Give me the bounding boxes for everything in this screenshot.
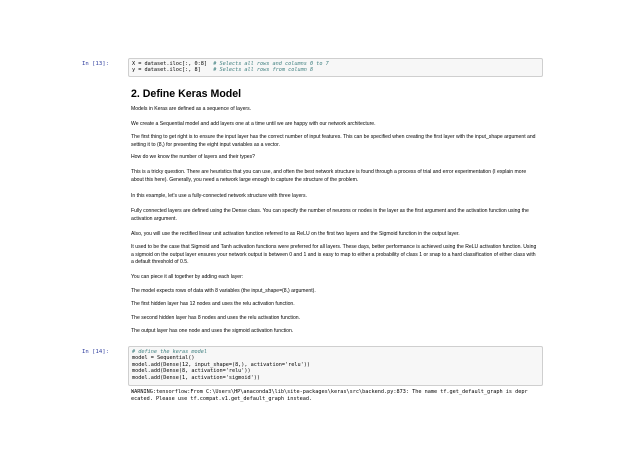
paragraph: This is a tricky question. There are heuristics that you can use, and often the best network structure is found through a process of trial and error experimentation (I explain more about this here). Generally, you need a network large enough to capture the structure of the problem.	[131, 169, 527, 183]
section-heading: 2. Define Keras Model	[131, 88, 242, 100]
code-line: y = dataset.iloc[:, 8] # Selects all rows from column 8	[132, 67, 314, 74]
paragraph: You can piece it all together by adding each layer:	[131, 274, 244, 280]
code-input[interactable]	[128, 58, 543, 77]
code-line: # define the keras model	[132, 349, 207, 355]
markdown-cell[interactable]	[131, 88, 539, 338]
cell-prompt: In [14]:	[82, 349, 109, 355]
paragraph: In this example, let's use a fully-connected network structure with three layers.	[131, 193, 307, 199]
paragraph: Also, you will use the rectified linear unit activation function referred to as ReLU on the first two layers and the Sigmoid function in the output layer.	[131, 231, 460, 237]
paragraph: The first hidden layer has 12 nodes and uses the relu activation function.	[131, 301, 295, 307]
paragraph: How do we know the number of layers and their types?	[131, 154, 256, 160]
output-line: WARNING:tensorflow:From C:\Users\HP\anaconda3\lib\site-packages\keras\src\backend.py:873: The name tf.get_default_graph is depr	[131, 389, 528, 395]
paragraph: Fully connected layers are defined using the Dense class. You can specify the number of neurons or nodes in the layer as the first argument and the activation function using the activation argument.	[131, 208, 529, 222]
output-line: ecated. Please use tf.compat.v1.get_default_graph instead.	[131, 396, 313, 402]
code-line: model.add(Dense(12, input_shape=(8,), activation='relu'))	[132, 361, 311, 368]
code-line: model.add(Dense(8, activation='relu'))	[132, 368, 251, 375]
cell-output	[131, 389, 541, 403]
paragraph: Models in Keras are defined as a sequence of layers.	[131, 106, 252, 112]
paragraph: We create a Sequential model and add layers one at a time until we are happy with our network architecture.	[131, 121, 376, 127]
code-block	[129, 59, 542, 76]
paragraph: It used to be the case that Sigmoid and Tanh activation functions were preferred for all layers. These days, better performance is achieved using the ReLU activation function. Using a sigmoid on the output layer ensures your network output is between 0 and 1 and is easy to map to either a probability of class 1 or snap to a hard classification of either class with a default threshold of 0.5.	[131, 244, 537, 266]
paragraph: The model expects rows of data with 8 variables (the input_shape=(8,) argument).	[131, 288, 316, 294]
cell-prompt: In [13]:	[82, 61, 109, 67]
code-block	[129, 347, 542, 383]
paragraph: The second hidden layer has 8 nodes and uses the relu activation function.	[131, 315, 301, 321]
code-line: X = dataset.iloc[:, 0:8] # Selects all rows and columns 0 to 7	[132, 61, 329, 67]
code-line: model.add(Dense(1, activation='sigmoid'))	[132, 374, 261, 381]
paragraph: The first thing to get right is to ensure the input layer has the correct number of input features. This can be specified when creating the first layer with the input_shape argument and setting it to (8,) for presenting the eight input variables as a vector.	[131, 134, 536, 148]
code-line: model = Sequential()	[132, 355, 195, 362]
paragraph: The output layer has one node and uses the sigmoid activation function.	[131, 328, 294, 334]
code-input[interactable]	[128, 346, 543, 386]
